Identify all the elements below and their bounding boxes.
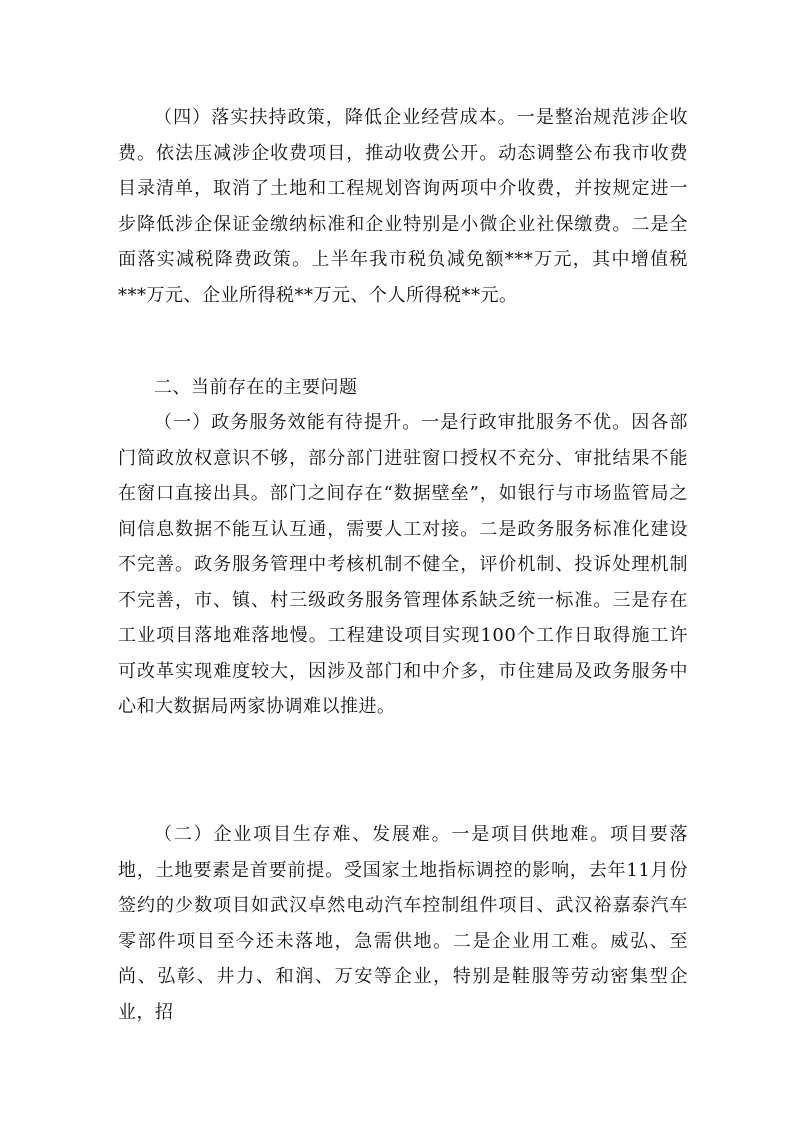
paragraph-enterprise-project-difficulties: （二）企业项目生存难、发展难。一是项目供地难。项目要落地，土地要素是首要前提。受国家土地指标调控的影响，去年11月份签约的少数项目如武汉卓然电动汽车控制组件项目、武汉裕嘉泰汽车零部件项目至今还未落地，急需供地。二是企业用工难。威弘、至尚、弘彰、井力、和润、万安等企业，特别是鞋服等劳动密集型企业，招 <box>118 824 688 1023</box>
section-heading-main-problems: 二、当前存在的主要问题 <box>154 377 358 398</box>
paragraph-government-service-efficiency: （一）政务服务效能有待提升。一是行政审批服务不优。因各部门简政放权意识不够，部分部门进驻窗口授权不充分、审批结果不能在窗口直接出具。部门之间存在“数据壁垒”，如银行与市场监管局之间信息数据不能互认互通，需要人工对接。二是政务服务标准化建设不完善。政务服务管理中考核机制不健全，评价机制、投诉处理机制不完善，市、镇、村三级政务服务管理体系缺乏统一标准。三是存在工业项目落地难落地慢。工程建设项目实现100个工作日取得施工许可改革实现难度较大，因涉及部门和中介多，市住建局及政务服务中心和大数据局两家协调难以推进。 <box>118 412 688 717</box>
paragraph-support-policies: （四）落实扶持政策，降低企业经营成本。一是整治规范涉企收费。依法压减涉企收费项目，推动收费公开。动态调整公布我市收费目录清单，取消了土地和工程规划咨询两项中介收费，并按规定进一步降低涉企保证金缴纳标准和企业特别是小微企业社保缴费。二是全面落实减税降费政策。上半年我市税负减免额***万元，其中增值税***万元、企业所得税**万元、个人所得税**元。 <box>118 107 688 306</box>
